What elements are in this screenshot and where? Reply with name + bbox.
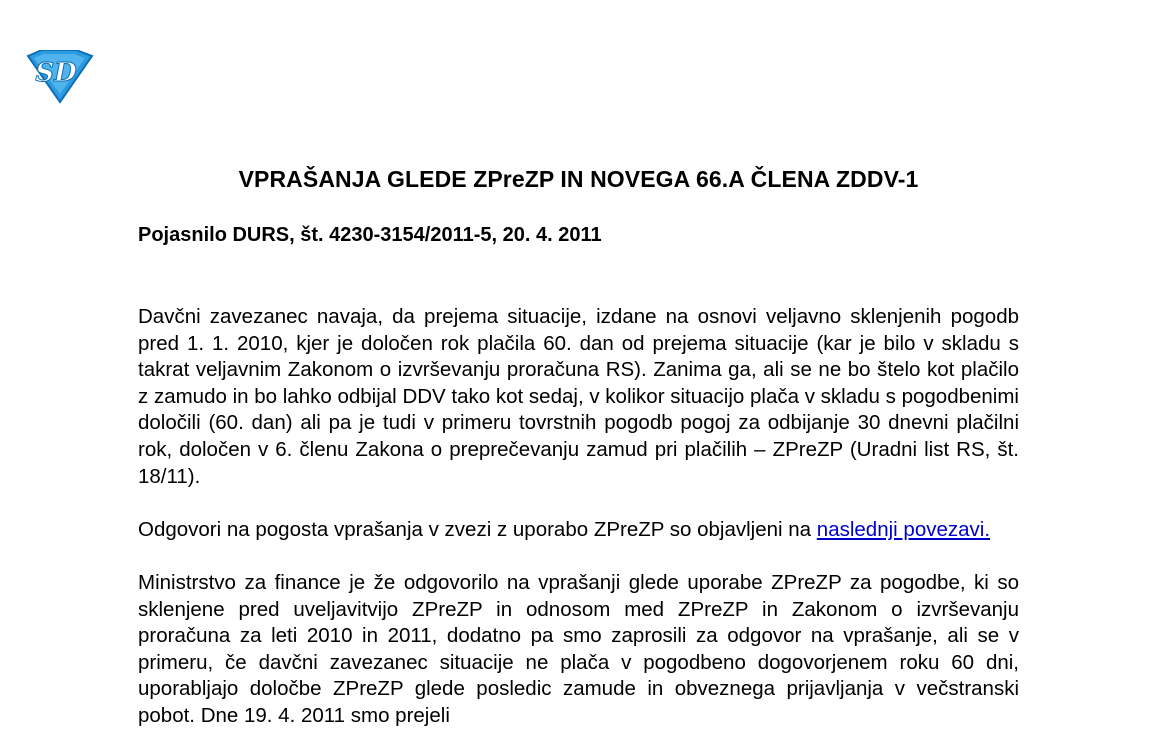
faq-link[interactable]: naslednji povezavi. (816, 517, 991, 541)
paragraph-question: Davčni zavezanec navaja, da prejema situacije, izdane na osnovi veljavno sklenjenih pogodb pred 1. 1. 2010, kjer je določen rok plačila 60. dan od prejema situacije (kar je bilo v skladu s takrat veljavnim Zakonom o izvrševanju proračuna RS). Zanima ga, ali se ne bo štelo kot plačilo z zamudo in bo lahko odbijal DDV tako kot sedaj, v kolikor situacijo plača v skladu s pogodbenimi določili (60. dan) ali pa je tudi v primeru tovrstnih pogodb pogoj za odbijanje 30 dnevni plačilni rok, določen v 6. členu Zakona o preprečevanju zamud pri plačilih – ZPreZP (Uradni list RS, št. 18/11). (138, 305, 1019, 488)
document-title: VPRAŠANJA GLEDE ZPreZP IN NOVEGA 66.A ČLENA ZDDV-1 (238, 166, 919, 192)
company-logo (22, 50, 96, 104)
document-subtitle: Pojasnilo DURS, št. 4230-3154/2011-5, 20. 4. 2011 (138, 224, 602, 246)
svg-text:SD: SD (35, 58, 77, 88)
paragraph-faq-text: Odgovori na pogosta vprašanja v zvezi z uporabo ZPreZP so objavljeni na (138, 517, 817, 541)
logo-shield-icon (22, 50, 96, 104)
paragraph-ministry: Ministrstvo za finance je že odgovorilo na vprašanji glede uporabe ZPreZP za pogodbe, ki so sklenjene pred uveljavitvijo ZPreZP in odnosom med ZPreZP in Zakonom o izvrševanju proračuna za leti 2010 in 2011, dodatno pa smo zaprosili za odgovor na vprašanje, ali se v primeru, če davčni zavezanec situacije ne plača v pogodbeno dogovorjenem roku 60 dni, uporabljajo določbe ZPreZP glede posledic zamude in obveznega prijavljanja v večstranski pobot. Dne 19. 4. 2011 smo prejeli (138, 570, 1019, 727)
paragraph-faq-reference (138, 517, 1019, 544)
document-body (138, 304, 1019, 756)
